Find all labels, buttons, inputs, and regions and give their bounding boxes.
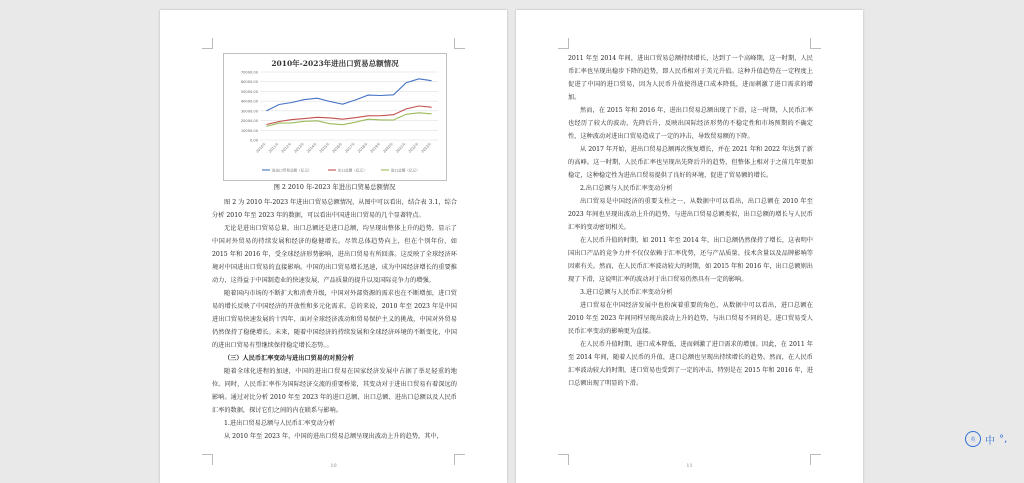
line-chart [223, 53, 447, 181]
page-right [516, 10, 863, 483]
paragraph: 随着全球化进程的加速，中国的进出口贸易在国家经济发展中占据了举足轻重的地位。同时，人民币汇率作为国际经济交流的重要桥梁，其变动对于进出口贸易有着深远的影响。通过对比分析 2010 年至 2023 年的进口总额、出口总额、进出口总额以及人民币汇率的数据，探讨它们之间的内在联系与影响。 [212, 368, 457, 414]
left-body-text [212, 196, 457, 443]
chart-title: 2010年-2023年进出口贸易总额情况 [271, 59, 399, 68]
crop-mark [202, 38, 213, 49]
x-tick-label: 2017年 [344, 141, 357, 154]
paragraph: 进口贸易在中国经济发展中也扮演着重要的角色，从数据中可以看出，进口总额在 2010 年至 2023 年间同样呈现出波动上升的趋势，与出口贸易不同的是，进口贸易受人民币汇率变动的影响更为直接。 [568, 302, 813, 335]
paragraph: 从 2010 年至 2023 年，中国的进出口贸易总额呈现出波动上升的趋势，其中， [224, 433, 443, 440]
series-line [266, 106, 431, 125]
page-number: 10 [330, 463, 337, 469]
paragraph: 1.进出口贸易总额与人民币汇率变动分析 [224, 420, 336, 427]
series-line [266, 79, 431, 111]
x-tick-label: 2010年 [255, 141, 268, 154]
subheading: 2.出口总额与人民币汇率变动分析 [580, 185, 673, 192]
legend-label: 进出口贸易总额（亿元） [272, 168, 312, 173]
section-heading: （三）人民币汇率变动与进出口贸易的对照分析 [224, 355, 354, 362]
legend-label: 出口总额（亿元） [338, 168, 367, 173]
x-tick-label: 2013年 [293, 141, 306, 154]
x-tick-label: 2012年 [280, 141, 293, 154]
paragraph: 图 2 为 2010 年-2023 年进出口贸易总额情况，从图中可以看出，结合表 3.1，综合分析 2010 年至 2023 年的数据，可以看出中国进出口贸易的几个显著特点。 [212, 199, 457, 219]
paragraph: 出口贸易是中国经济的重要支柱之一，从数据中可以看出，出口总额在 2010 年至 2023 年间也呈现出波动上升的趋势，与进出口贸易总额类似，出口总额的增长与人民币汇率的变动密切相关。 [568, 198, 813, 231]
y-tick-label: 70000.00 [240, 70, 258, 75]
y-tick-label: 10000.00 [240, 128, 258, 133]
chart-canvas [224, 54, 446, 180]
crop-mark [454, 38, 465, 49]
y-tick-label: 50000.00 [240, 89, 258, 94]
page-number: 11 [686, 463, 693, 469]
y-tick-label: 60000.00 [240, 80, 258, 85]
paragraph: 在人民币升值时期，进口成本降低，进而刺激了进口需求的增加。因此，在 2011 年至 2014 年间，随着人民币的升值，进口总额也呈现出持续增长的趋势。然而，在人民币汇率波动较大的时期，进口贸易也受到了一定的冲击，特别是在 2015 年和 2016 年，进口总额出现了明显的下滑。 [568, 341, 813, 387]
paragraph: 随着国内市场的不断扩大和消费升级，中国对外部资源的需求也在不断增加，进口贸易的增长反映了中国经济的开放性和多元化需求。总的来说，2010 年至 2023 年是中国进出口贸易快速发展的十四年，面对全球经济波动和贸易保护主义的挑战，中国对外贸易仍然保持了稳健增长。未来，随着中国经济的持续发展和全球经济环境的不断变化，中国的进出口贸易有望继续保持稳定增长态势。。 [212, 290, 457, 349]
ime-toolbar[interactable] [965, 430, 1021, 448]
x-tick-label: 2023年 [420, 141, 433, 154]
figure-caption: 图 2 2010 年-2023 年进出口贸易总额情况 [273, 184, 396, 191]
x-tick-label: 2014年 [306, 141, 318, 154]
x-tick-label: 2022年 [407, 141, 420, 154]
x-tick-label: 2020年 [382, 141, 395, 154]
paragraph: 无论是进出口贸易总量，出口总额还是进口总额，均呈现出整体上升的趋势，显示了中国对外贸易的持续发展和经济的稳健增长。尽管总体趋势向上，但在个别年份，如 2015 年和 2016 年，受全球经济形势影响，进出口贸易有所回落。这反映了全球经济环境对中国进出口贸易的直接影响。中国的出口贸易增长迅速，成为中国经济增长的重要推动力，这得益于中国制造业的快速发展，产品质量的提升以及国际竞争力的增强。 [212, 225, 457, 284]
x-tick-label: 2018年 [356, 141, 369, 154]
y-tick-label: 40000.00 [240, 99, 258, 104]
ime-punctuation-icon[interactable]: °, [999, 433, 1008, 445]
page-left [160, 10, 507, 483]
crop-mark [810, 38, 821, 49]
crop-mark [558, 38, 569, 49]
paragraph: 2011 年至 2014 年间，进出口贸易总额持续增长，达到了一个高峰期，这一时期，人民币汇率也呈现出稳步下降的趋势，即人民币相对于美元升值。这种升值趋势在一定程度上促进了中国的进口贸易，因为人民币升值使得进口成本降低，进而刺激了进口需求的增加。 [568, 55, 813, 101]
right-body-text [568, 52, 813, 390]
paragraph: 然而，在 2015 年和 2016 年，进出口贸易总额出现了下滑，这一时期，人民币汇率也经历了较大的波动，先降后升，反映出国际经济形势的不稳定性和市场预期的不确定性，这种波动对进出口贸易造成了一定的冲击，导致贸易额的下降。 [568, 107, 813, 140]
x-tick-label: 2016年 [331, 141, 344, 154]
paragraph: 从 2017 年开始，进出口贸易总额再次恢复增长，并在 2021 年和 2022 年达到了新的高峰。这一时期，人民币汇率也呈现出先降后升的趋势，但整体上相对于之前几年更加稳定，这种稳定性为进出口贸易提供了良好的环境，促进了贸易额的增长。 [568, 146, 813, 179]
y-tick-label: 0.00 [249, 138, 258, 143]
x-tick-label: 2011年 [267, 141, 280, 154]
x-tick-label: 2015年 [318, 141, 331, 154]
x-tick-label: 2019年 [369, 141, 382, 154]
paragraph: 在人民币升值的时期，如 2011 年至 2014 年，出口总额仍然保持了增长，这表明中国出口产品的竞争力并不仅仅依赖于汇率优势，还与产品质量、技术含量以及品牌影响等因素有关。然而，在人民币汇率波动较大的时期，如 2015 年和 2016 年，出口总额则出现了下滑，这说明汇率的波动对于出口贸易仍然具有一定的影响。 [568, 237, 813, 283]
legend-label: 进口总额（亿元） [391, 168, 420, 173]
x-tick-label: 2021年 [395, 141, 407, 154]
subheading: 3.进口总额与人民币汇率变动分析 [580, 289, 673, 296]
ime-badge-icon[interactable]: 英 [965, 431, 981, 447]
y-tick-label: 30000.00 [240, 109, 258, 114]
ime-language-icon[interactable]: 中 [985, 435, 995, 447]
y-tick-label: 20000.00 [240, 119, 258, 124]
